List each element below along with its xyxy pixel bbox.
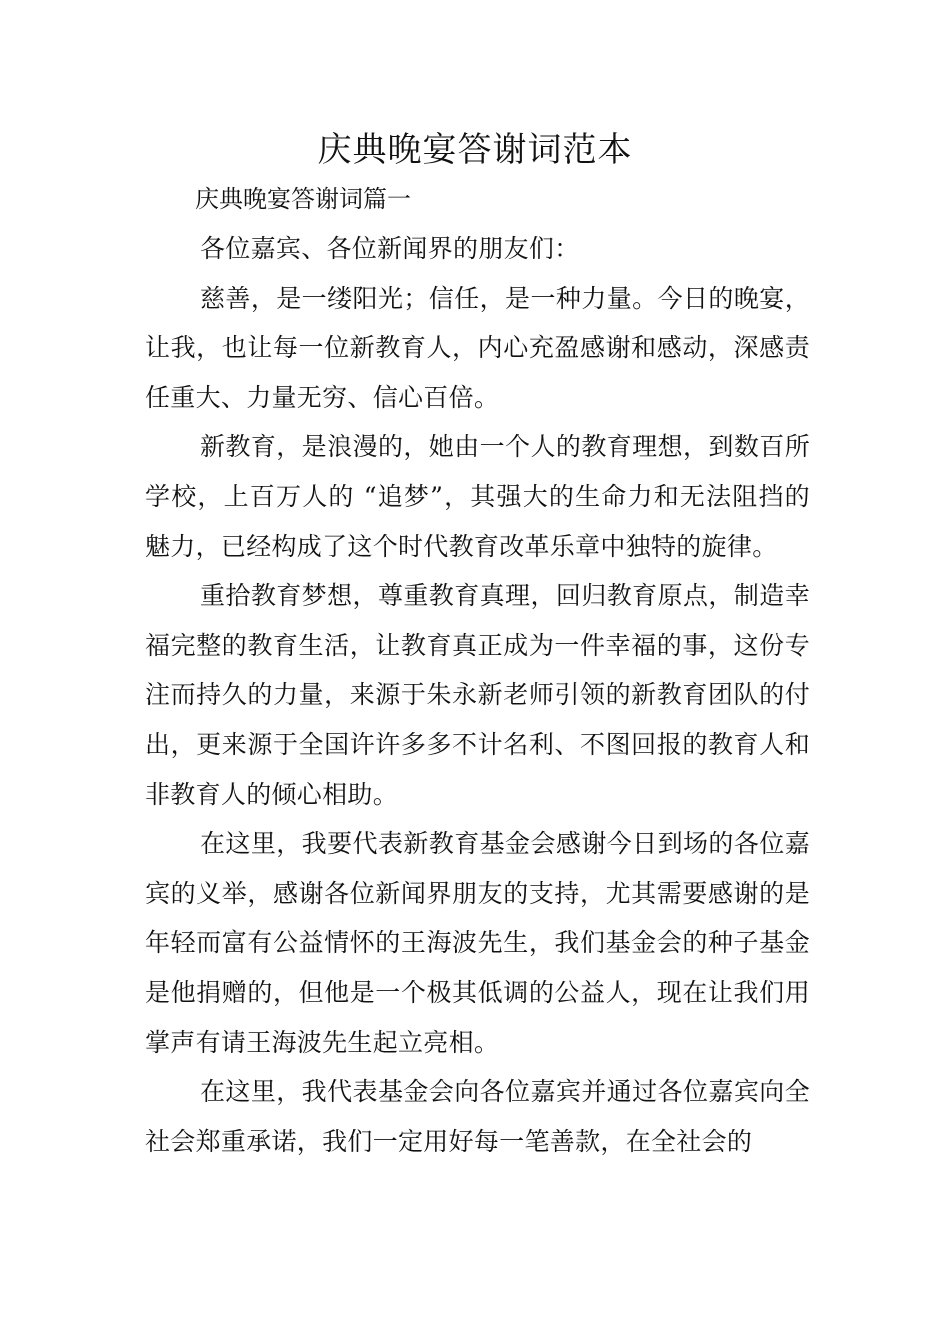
paragraph: 新教育，是浪漫的，她由一个人的教育理想，到数百所学校，上百万人的 “追梦”，其强大的生命力和无法阻挡的魅力，已经构成了这个时代教育改革乐章中独特的旋律。: [145, 432, 810, 561]
paragraph: 慈善，是一缕阳光；信任，是一种力量。今日的晚宴，让我，也让每一位新教育人，内心充盈感谢和感动，深感责任重大、力量无穷、信心百倍。: [145, 283, 810, 412]
paragraph: 在这里，我要代表新教育基金会感谢今日到场的各位嘉宾的义举，感谢各位新闻界朋友的支持，尤其需要感谢的是年轻而富有公益情怀的王海波先生，我们基金会的种子基金是他捐赠的，但他是一个极其低调的公益人，现在让我们用掌声有请王海波先生起立亮相。: [145, 829, 810, 1057]
paragraph-greeting: 各位嘉宾、各位新闻界的朋友们：: [200, 234, 580, 263]
document-subtitle: 庆典晚宴答谢词篇一: [195, 185, 411, 213]
document-title: 庆典晚宴答谢词范本: [317, 130, 633, 170]
document-body: [145, 224, 810, 1166]
paragraph: 重拾教育梦想，尊重教育真理，回归教育原点，制造幸福完整的教育生活，让教育真正成为一件幸福的事，这份专注而持久的力量，来源于朱永新老师引领的新教育团队的付出，更来源于全国许许多多不计名利、不图回报的教育人和非教育人的倾心相助。: [145, 581, 810, 809]
paragraph: 在这里，我代表基金会向各位嘉宾并通过各位嘉宾向全社会郑重承诺，我们一定用好每一笔善款，在全社会的: [145, 1077, 810, 1156]
